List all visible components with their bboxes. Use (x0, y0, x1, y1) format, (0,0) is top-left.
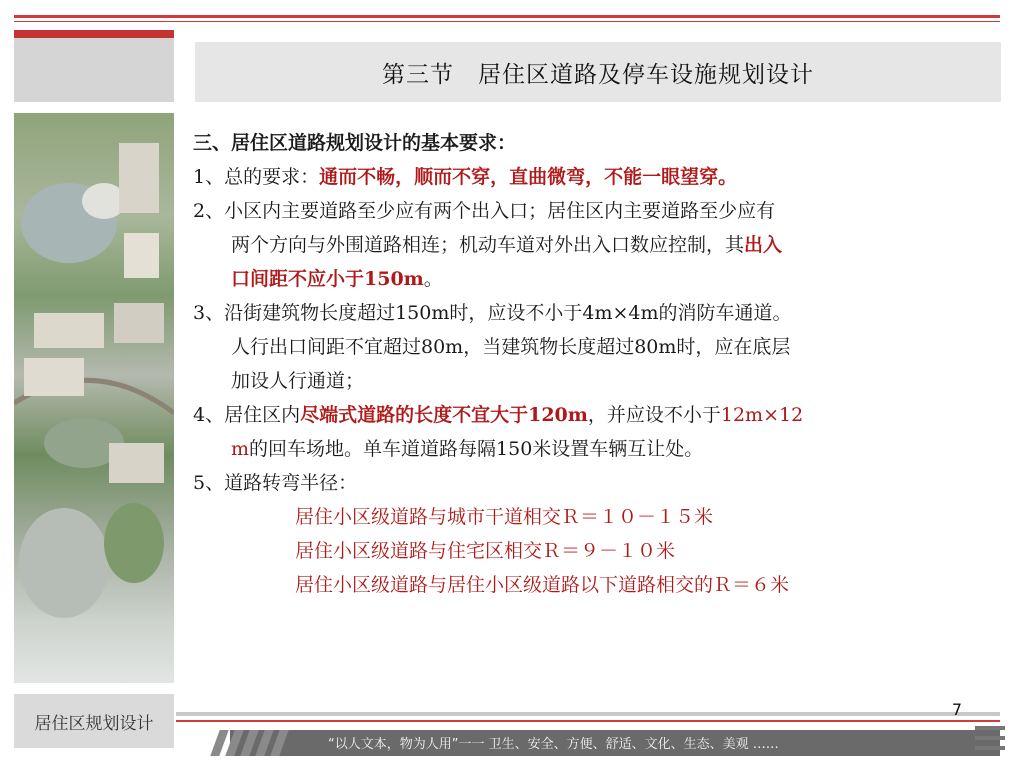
course-label: 居住区规划设计 (34, 713, 154, 734)
item-1-highlight: 通而不畅，顺而不穿，直曲微弯，不能一眼望穿。 (319, 166, 738, 188)
item-4-prefix: 4、居住区内 (193, 404, 301, 426)
footer-slogan-bar (230, 730, 1000, 756)
turning-radius-rule-3: 居住小区级道路与居住小区级道路以下道路相交的Ｒ＝６米 (295, 574, 790, 596)
aerial-photo-illustration (14, 113, 174, 683)
footer-stripes-left (205, 730, 300, 756)
item-4-mid: ，并应设不小于 (587, 404, 721, 426)
footer-stripes-right (975, 712, 1005, 756)
turning-radius-rule-1: 居住小区级道路与城市干道相交Ｒ＝１０－１５米 (295, 506, 714, 528)
footer-rule-gray (176, 712, 1000, 716)
item-1 (193, 160, 993, 194)
footer-rule-red (176, 720, 1000, 722)
item-4-line-2 (193, 432, 993, 466)
aerial-photo (14, 113, 174, 683)
item-2-line-2-highlight: 出入 (744, 234, 783, 256)
item-2-line-2 (193, 228, 993, 262)
item-3-line-3: 加设人行通道； (231, 370, 365, 392)
item-1-prefix: 1、总的要求： (193, 166, 320, 188)
item-2-line-1: 2、小区内主要道路至少应有两个出入口；居住区内主要道路至少应有 (193, 200, 776, 222)
slide-title: 第三节 居住区道路及停车设施规划设计 (382, 61, 814, 88)
top-rule-thin (14, 21, 1000, 22)
content-area (193, 126, 993, 602)
item-2-line-3-highlight: 口间距不应小于150m (231, 268, 424, 290)
item-2-line-3 (193, 262, 993, 296)
item-4-line-1 (193, 398, 993, 432)
item-2-line-2-text: 两个方向与外围道路相连；机动车道对外出入口数应控制，其 (231, 234, 745, 256)
item-5-heading: 5、道路转弯半径： (193, 472, 358, 494)
item-4-size-red: 12m×12 (720, 404, 804, 426)
page-number: 7 (951, 700, 963, 719)
item-3-line-1: 3、沿街建筑物长度超过150m时，应设不小于4m×4m的消防车通道。 (193, 302, 792, 324)
item-2-line-3-end: 。 (423, 268, 443, 290)
item-3-line-2: 人行出口间距不宜超过80m，当建筑物长度超过80m时，应在底层 (231, 336, 791, 358)
section-heading: 三、居住区道路规划设计的基本要求： (193, 132, 517, 154)
item-4-size-unit: m (231, 438, 250, 460)
item-4-highlight: 尽端式道路的长度不宜大于120m (300, 404, 588, 426)
turning-radius-rule-2: 居住小区级道路与住宅区相交Ｒ＝９－１０米 (295, 540, 676, 562)
header-corner-block (14, 30, 174, 102)
course-label-box (14, 694, 174, 748)
footer-slogan: “以人文本，物为人用”一一 卫生、安全、方便、舒适、文化、生态、美观 …… (328, 737, 779, 752)
item-4-line-2-rest: 的回车场地。单车道道路每隔150米设置车辆互让处。 (249, 438, 704, 460)
top-rule-thick (14, 15, 1000, 18)
slide-title-bar (195, 42, 1001, 102)
